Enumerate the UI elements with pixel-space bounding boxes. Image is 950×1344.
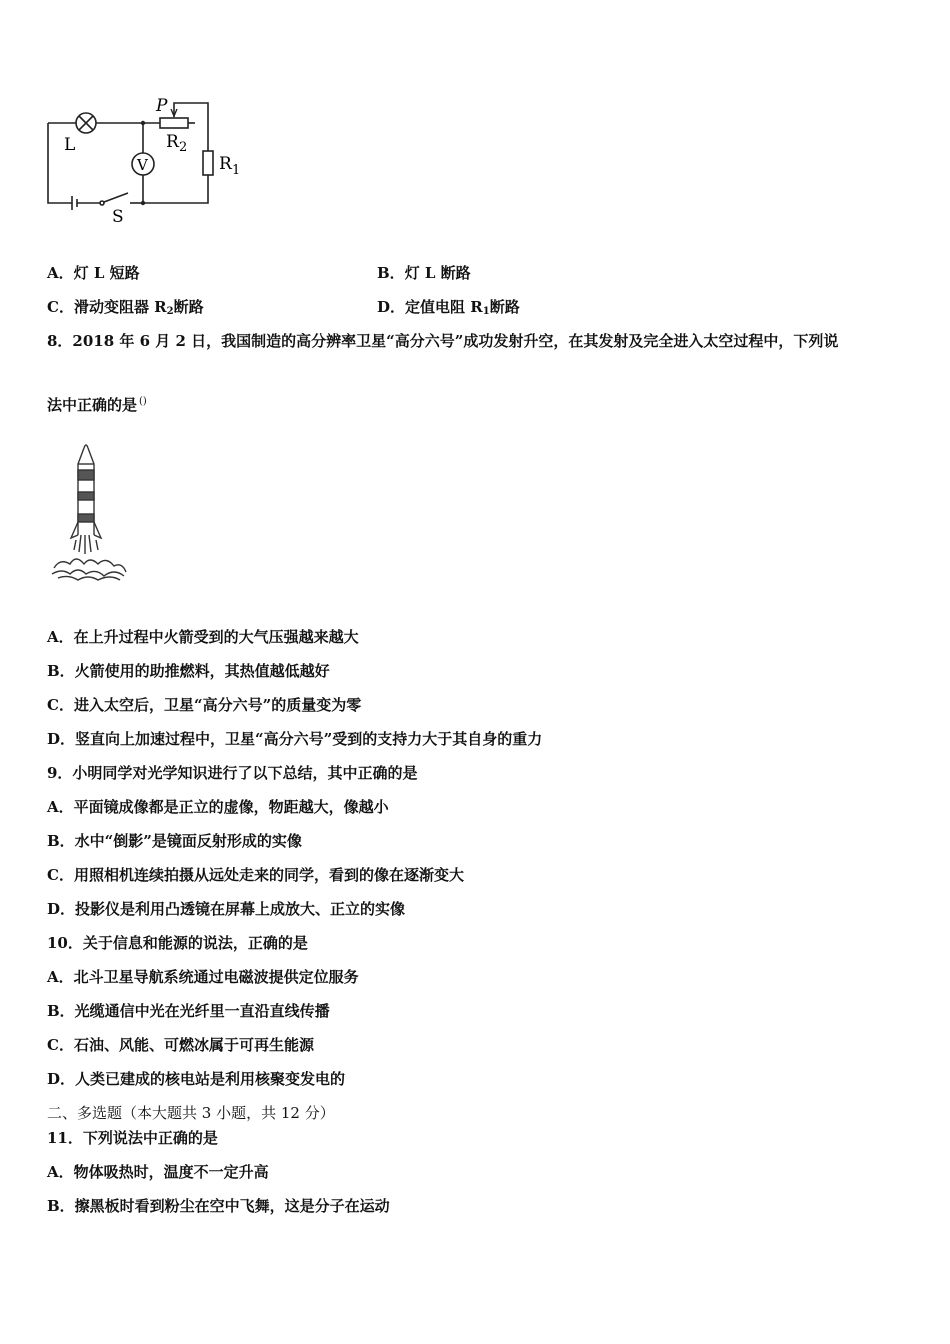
circuit-diagram xyxy=(40,95,260,230)
q8-option-b: B．火箭使用的助推燃料，其热值越低越好 xyxy=(47,662,330,680)
q10-stem: 10．关于信息和能源的说法，正确的是 xyxy=(47,934,308,952)
resistor-label: R xyxy=(219,154,232,174)
slider-label: P xyxy=(156,96,168,116)
q9-option-c: C．用照相机连续拍摄从远处走来的同学，看到的像在逐渐变大 xyxy=(47,866,464,884)
q8-stem-line2: 法中正确的是 () xyxy=(47,396,147,414)
q10-option-b: B．光缆通信中光在光纤里一直沿直线传播 xyxy=(47,1002,330,1020)
q10-option-c: C．石油、风能、可燃冰属于可再生能源 xyxy=(47,1036,314,1054)
rocket-illustration xyxy=(48,440,133,585)
q7-option-b: B．灯 L 断路 xyxy=(377,264,471,282)
q8-option-c: C．进入太空后，卫星“高分六号”的质量变为零 xyxy=(47,696,362,714)
switch-label: S xyxy=(112,207,124,227)
q8-option-d: D．竖直向上加速过程中，卫星“高分六号”受到的支持力大于其自身的重力 xyxy=(47,730,543,748)
rheostat-label: R xyxy=(166,132,179,152)
q10-option-a: A．北斗卫星导航系统通过电磁波提供定位服务 xyxy=(47,968,359,986)
rheostat-sub: 2 xyxy=(179,140,188,155)
q7-option-a: A．灯 L 短路 xyxy=(47,264,140,282)
q7-option-c: C．滑动变阻器 $R_2$断路 xyxy=(47,298,204,317)
q11-option-b: B．擦黑板时看到粉尘在空中飞舞，这是分子在运动 xyxy=(47,1197,390,1215)
q9-option-a: A．平面镜成像都是正立的虚像，物距越大，像越小 xyxy=(47,798,389,816)
voltmeter-label: V xyxy=(137,156,148,174)
q8-option-a: A．在上升过程中火箭受到的大气压强越来越大 xyxy=(47,628,359,646)
q7-option-d: D．定值电阻 $R_1$断路 xyxy=(377,298,520,317)
q9-stem: 9．小明同学对光学知识进行了以下总结，其中正确的是 xyxy=(47,764,418,782)
resistor-sub: 1 xyxy=(232,163,241,178)
section-title: 二、多选题（本大题共 3 小题，共 12 分） xyxy=(47,1104,335,1122)
q8-stem-line1: 8．2018 年 6 月 2 日，我国制造的高分辨率卫星“高分六号”成功发射升空，在其发射及完全进入太空过程中，下列说 xyxy=(47,332,839,350)
answer-paren: () xyxy=(139,396,147,407)
q9-option-d: D．投影仪是利用凸透镜在屏幕上成放大、正立的实像 xyxy=(47,900,406,918)
q11-option-a: A．物体吸热时，温度不一定升高 xyxy=(47,1163,269,1181)
q9-option-b: B．水中“倒影”是镜面反射形成的实像 xyxy=(47,832,302,850)
q11-stem: 11．下列说法中正确的是 xyxy=(47,1129,218,1147)
lamp-label: L xyxy=(64,135,76,155)
q10-option-d: D．人类已建成的核电站是利用核聚变发电的 xyxy=(47,1070,346,1088)
